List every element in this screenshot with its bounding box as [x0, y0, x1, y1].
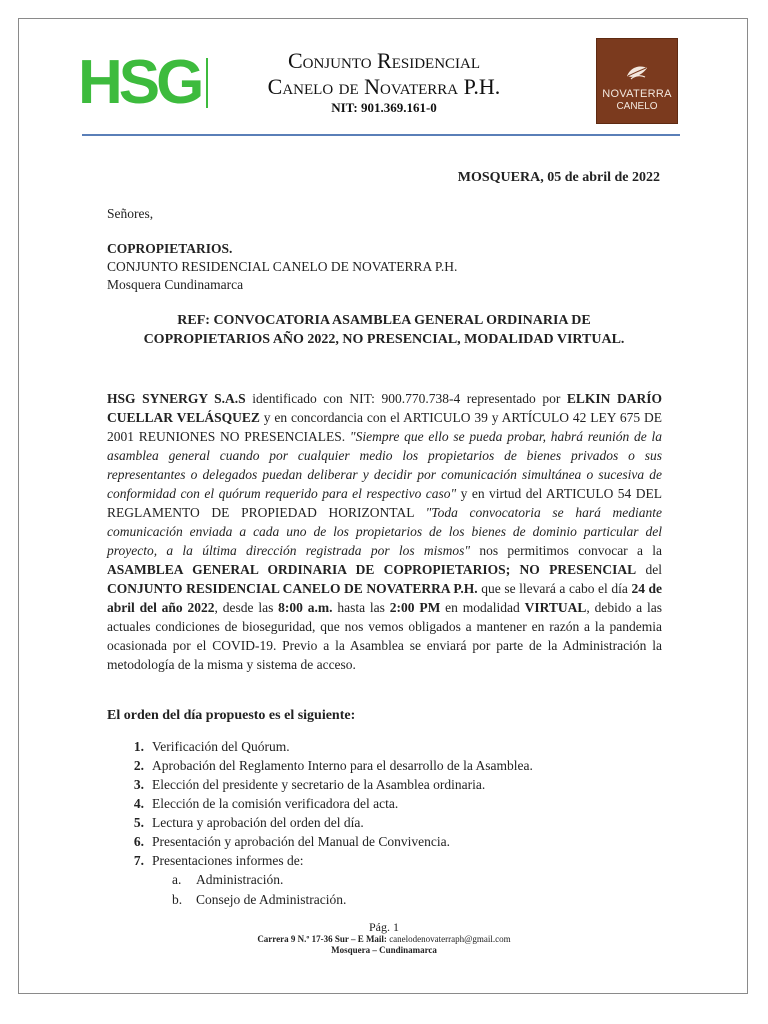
list-text: Elección del presidente y secretario de la Asamblea ordinaria.: [152, 777, 486, 792]
footer-address-text: Carrera 9 N.º 17-36 Sur – E Mail:: [257, 934, 390, 944]
place-date: MOSQUERA, 05 de abril de 2022: [457, 170, 660, 185]
body-text: del: [636, 562, 662, 577]
assembly-name: ASAMBLEA GENERAL ORDINARIA DE COPROPIETARIOS; NO PRESENCIAL: [107, 562, 637, 577]
list-text: Verificación del Quórum.: [152, 739, 290, 754]
footer-city: Mosquera – Cundinamarca: [331, 945, 437, 955]
modality: VIRTUAL: [524, 600, 587, 615]
list-number: 4.: [133, 796, 144, 811]
law-quote: "Siempre que ello se pueda probar, habrá reunión de la asamblea general cuando por cualquier medio los propietarios de bienes privados o sus representantes o delegados puedan deliberar y decidir por comunicación simultánea o sucesiva de conformidad con el quórum requerido para el respectivo caso": [107, 429, 662, 501]
reference: [107, 311, 661, 349]
list-text: Presentaciones informes de:: [152, 853, 304, 868]
list-number: 1.: [133, 739, 144, 754]
page-number: Pág. 1: [369, 920, 399, 934]
sub-list-text: Consejo de Administración.: [196, 892, 347, 907]
title-line-1: Conjunto Residencial: [287, 48, 481, 73]
sub-list-letter: a.: [172, 872, 182, 887]
regulation-quote: "Toda convocatoria se hará mediante comunicación enviada a cada uno de los propietarios de los bienes de dominio particular del proyecto, a la última dirección registrada por los mismos": [107, 505, 662, 558]
sub-list-letter: b.: [172, 892, 183, 907]
body-text: , desde las: [214, 600, 279, 615]
sub-list-item: [124, 870, 533, 890]
list-number: 7.: [133, 853, 144, 868]
hsg-logo: [78, 48, 208, 117]
novaterra-logo: [596, 38, 678, 124]
header-divider: [82, 134, 680, 136]
list-text: Presentación y aprobación del Manual de Convivencia.: [152, 834, 451, 849]
company-name: HSG SYNERGY S.A.S: [107, 391, 246, 406]
list-item: [124, 813, 533, 832]
body-text: hasta las: [332, 600, 390, 615]
agenda-list: [124, 737, 533, 910]
assembly-date: 24 de abril del año 2022: [107, 581, 663, 615]
ref-line-1: REF: CONVOCATORIA ASAMBLEA GENERAL ORDINARIA DE: [177, 313, 591, 328]
recipient-group: COPROPIETARIOS.: [107, 241, 233, 256]
start-time: 8:00 a.m.: [278, 600, 333, 615]
body-text: en modalidad: [440, 600, 525, 615]
novaterra-logo-name: NOVATERRA: [602, 88, 672, 100]
body-text: y en concordancia con el ARTICULO 39 y ARTÍCULO 42 LEY 675 DE 2001 REUNIONES NO PRESENCIALES.: [107, 410, 662, 444]
body-text: que se llevará a cabo el día: [477, 581, 632, 596]
recipient-entity: CONJUNTO RESIDENCIAL CANELO DE NOVATERRA P.H.: [107, 259, 458, 274]
list-text: Elección de la comisión verificadora del acta.: [152, 796, 399, 811]
list-number: 3.: [133, 777, 144, 792]
footer-address: [0, 934, 768, 945]
sub-list-item: [124, 890, 533, 910]
sub-list-text: Administración.: [196, 872, 284, 887]
ref-line-2: COPROPIETARIOS AÑO 2022, NO PRESENCIAL, MODALIDAD VIRTUAL.: [143, 332, 625, 347]
list-number: 6.: [133, 834, 144, 849]
complex-name: CONJUNTO RESIDENCIAL CANELO DE NOVATERRA P.H.: [107, 581, 478, 596]
hsg-logo-text: HSG: [78, 48, 201, 117]
list-item: [124, 851, 533, 870]
representative-name: ELKIN DARÍO CUELLAR VELÁSQUEZ: [107, 391, 662, 425]
list-item: [124, 756, 533, 775]
novaterra-logo-sub: CANELO: [616, 101, 658, 112]
body-paragraph: [107, 389, 662, 674]
list-item: [124, 737, 533, 756]
list-number: 2.: [133, 758, 144, 773]
list-item: [124, 832, 533, 851]
page-footer: [0, 920, 768, 956]
body-text: identificado con NIT: 900.770.738-4 representado por: [245, 391, 567, 406]
leaf-icon: [625, 64, 649, 82]
recipient-city: Mosquera Cundinamarca: [107, 277, 244, 292]
salutation: Señores,: [107, 206, 154, 221]
end-time: 2:00 PM: [389, 600, 441, 615]
list-text: Aprobación del Reglamento Interno para el desarrollo de la Asamblea.: [152, 758, 533, 773]
list-number: 5.: [133, 815, 144, 830]
list-text: Lectura y aprobación del orden del día.: [152, 815, 364, 830]
body-text: , debido a las actuales condiciones de bioseguridad, que nos vemos obligados a mantener en razón a la pandemia ocasionada por el COVID-19. Previo a la Asamblea se enviará por parte de la Administración la metodología de la misma y sistema de acceso.: [107, 600, 662, 672]
letterhead-title: [200, 48, 568, 116]
title-line-2: Canelo de Novaterra P.H.: [267, 74, 501, 99]
agenda-title: El orden del día propuesto es el siguiente:: [107, 708, 356, 723]
nit-line: NIT: 901.369.161-0: [331, 100, 437, 115]
footer-email[interactable]: canelodenovaterraph@gmail.com: [389, 934, 511, 944]
body-text: nos permitimos convocar a la: [470, 543, 662, 558]
list-item: [124, 775, 533, 794]
list-item: [124, 794, 533, 813]
body-text: y en virtud del ARTICULO 54 DEL REGLAMENTO DE PROPIEDAD HORIZONTAL: [107, 486, 662, 520]
